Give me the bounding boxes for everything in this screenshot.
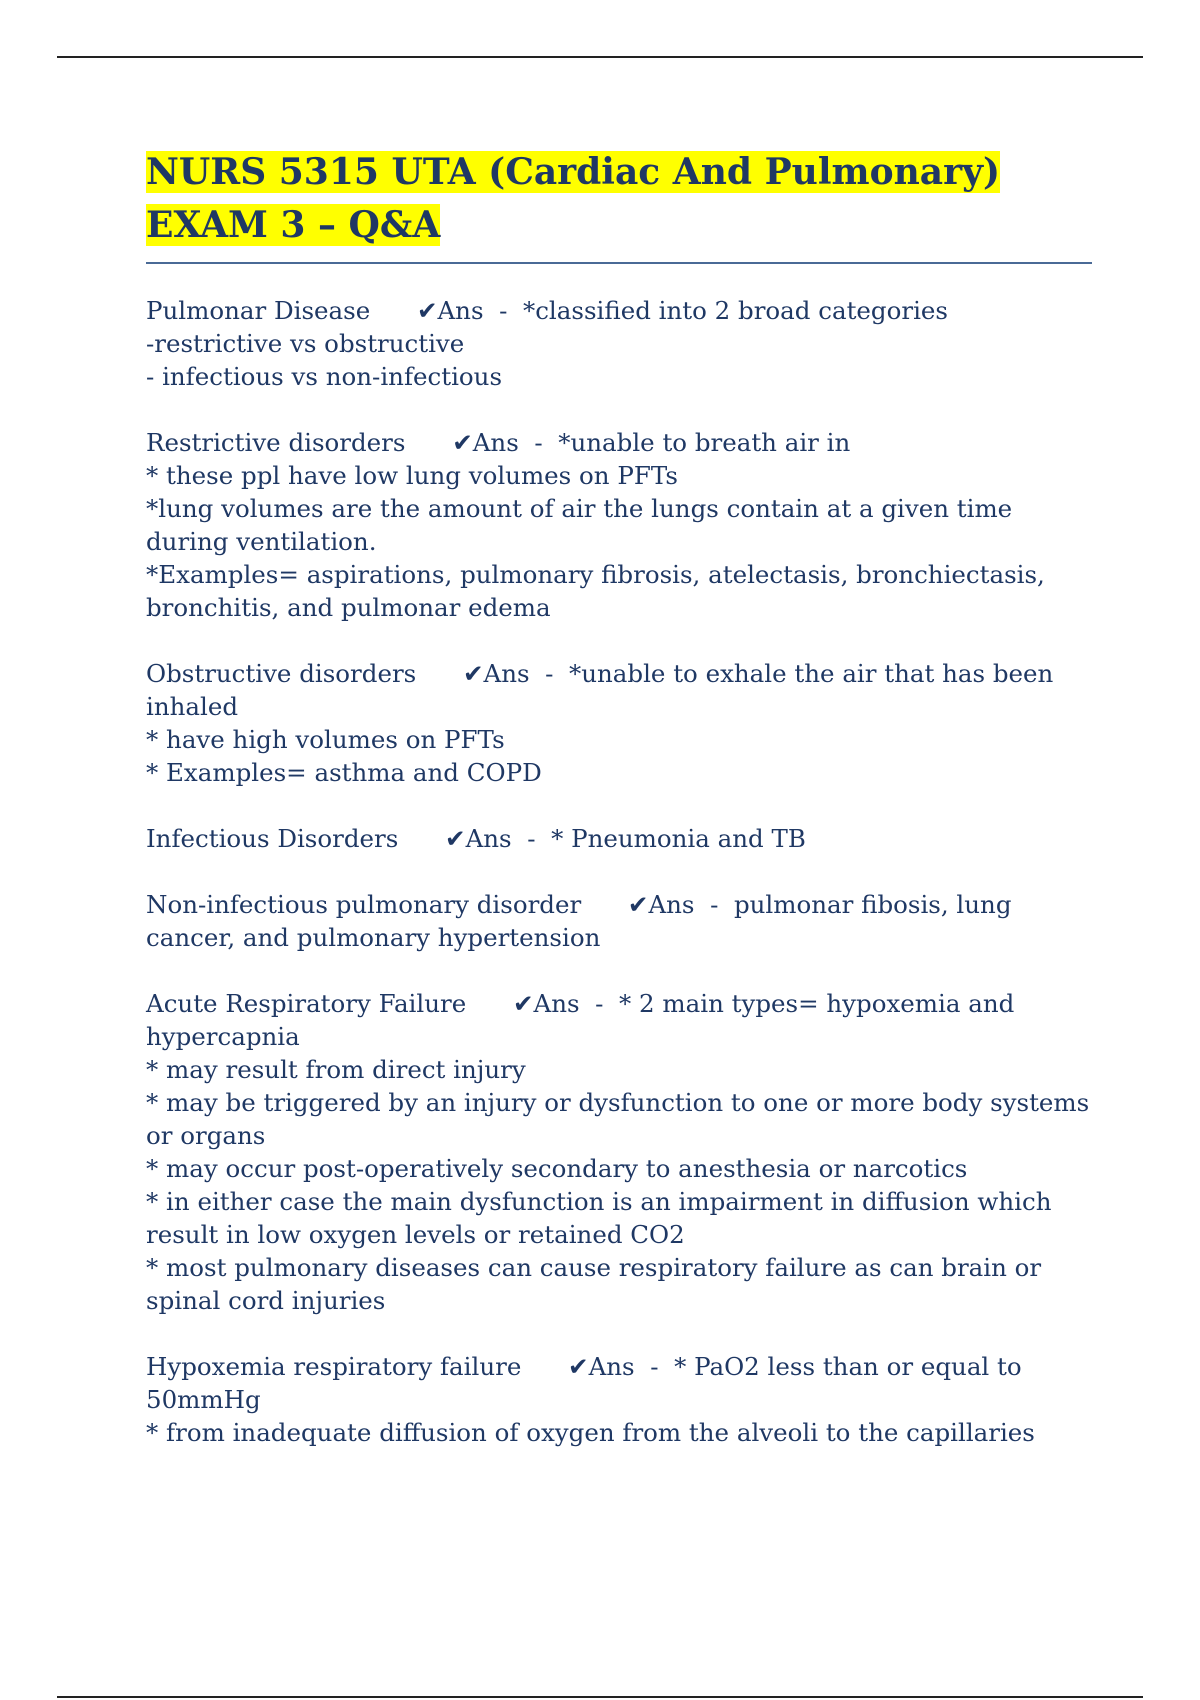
question-text: Infectious Disorders: [146, 824, 399, 853]
answer-marker: ✔Ans: [512, 989, 580, 1018]
footer-rule: [57, 1696, 1143, 1698]
question-text: Non-infectious pulmonary disorder: [146, 890, 582, 919]
qa-list: [146, 294, 1092, 1449]
answer-line: * may be triggered by an injury or dysfunction to one or more body systems or organs: [146, 1088, 1090, 1150]
qa-item: [146, 657, 1092, 789]
qa-item: [146, 822, 1092, 855]
answer-line: *Examples= aspirations, pulmonary fibrosis, atelectasis, bronchiectasis, bronchitis, and pulmonar edema: [146, 560, 1045, 622]
qa-first-line: Hypoxemia respiratory failure ✔Ans - * PaO2 less than or equal to 50mmHg: [146, 1352, 1022, 1414]
qa-first-line: Non-infectious pulmonary disorder ✔Ans - pulmonar fibosis, lung cancer, and pulmonary hypertension: [146, 890, 1012, 952]
qa-first-line: Restrictive disorders ✔Ans - *unable to breath air in: [146, 428, 851, 457]
answer-line: * Examples= asthma and COPD: [146, 758, 542, 787]
answer-marker: ✔Ans: [462, 659, 530, 688]
answer-line: * in either case the main dysfunction is an impairment in diffusion which result in low oxygen levels or retained CO2: [146, 1187, 1052, 1249]
answer-text: pulmonar fibosis, lung cancer, and pulmonary hypertension: [146, 890, 1012, 952]
answer-line: * may occur post-operatively secondary to anesthesia or narcotics: [146, 1154, 968, 1183]
qa-item: [146, 888, 1092, 954]
answer-text: * 2 main types= hypoxemia and hypercapnia: [146, 989, 1015, 1051]
answer-line: * have high volumes on PFTs: [146, 725, 505, 754]
answer-line: *lung volumes are the amount of air the lungs contain at a given time during ventilation.: [146, 494, 1013, 556]
document-title: [146, 146, 1092, 252]
qa-item: [146, 294, 1092, 393]
answer-marker: ✔Ans: [445, 824, 512, 853]
answer-line: * most pulmonary diseases can cause respiratory failure as can brain or spinal cord injuries: [146, 1253, 1042, 1315]
qa-first-line: Obstructive disorders ✔Ans - *unable to exhale the air that has been inhaled: [146, 659, 1054, 721]
answer-text: *unable to exhale the air that has been inhaled: [146, 659, 1054, 721]
qa-item: [146, 426, 1092, 624]
answer-text: * PaO2 less than or equal to 50mmHg: [146, 1352, 1022, 1414]
question-text: Acute Respiratory Failure: [146, 989, 467, 1018]
title-line-2: EXAM 3 – Q&A: [146, 204, 441, 246]
answer-line: * may result from direct injury: [146, 1055, 526, 1084]
answer-text: *unable to breath air in: [558, 428, 851, 457]
header-rule: [57, 56, 1143, 58]
title-line-1: NURS 5315 UTA (Cardiac And Pulmonary): [146, 151, 1001, 193]
qa-first-line: Acute Respiratory Failure ✔Ans - * 2 main types= hypoxemia and hypercapnia: [146, 989, 1015, 1051]
qa-first-line: Infectious Disorders ✔Ans - * Pneumonia and TB: [146, 824, 806, 853]
answer-line: * from inadequate diffusion of oxygen from the alveoli to the capillaries: [146, 1418, 1035, 1447]
answer-marker: ✔Ans: [627, 890, 695, 919]
question-text: Obstructive disorders: [146, 659, 417, 688]
title-underline: [146, 262, 1092, 264]
answer-marker: ✔Ans: [452, 428, 519, 457]
answer-line: * these ppl have low lung volumes on PFTs: [146, 461, 678, 490]
answer-line: - infectious vs non-infectious: [146, 362, 503, 391]
answer-marker: ✔Ans: [416, 296, 484, 325]
question-text: Pulmonar Disease: [146, 296, 371, 325]
question-text: Hypoxemia respiratory failure: [146, 1352, 522, 1381]
qa-item: [146, 1350, 1092, 1449]
answer-text: * Pneumonia and TB: [551, 824, 806, 853]
answer-text: *classified into 2 broad categories: [522, 296, 948, 325]
question-text: Restrictive disorders: [146, 428, 406, 457]
qa-first-line: Pulmonar Disease ✔Ans - *classified into 2 broad categories: [146, 296, 948, 325]
answer-marker: ✔Ans: [568, 1352, 635, 1381]
answer-line: -restrictive vs obstructive: [146, 329, 465, 358]
document-body: [146, 146, 1092, 1482]
qa-item: [146, 987, 1092, 1317]
